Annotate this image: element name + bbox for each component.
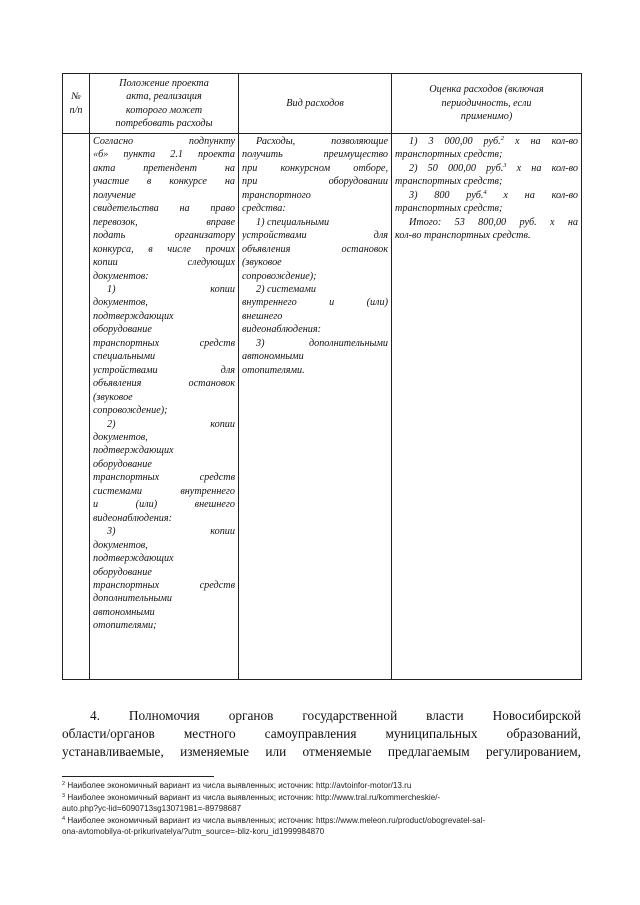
cell-text-line: сопровождение); <box>93 405 168 417</box>
footnote-marker: 2 <box>62 781 66 787</box>
header-provision <box>90 74 239 134</box>
footnote <box>62 826 602 838</box>
cell-text-line: устройствами для <box>93 364 235 376</box>
cell-text-line: внутреннего и (или) <box>242 297 388 309</box>
cell-text-line: 1) специальными <box>256 216 330 228</box>
footnote-text: ona-avtomobilya-ot-prikurivatelya/?utm_source=-bliz-koru_id1999984870 <box>62 827 325 837</box>
cell-text-line: 1) копии <box>107 283 235 295</box>
cell-text-line: при конкурсном отборе, <box>242 162 388 174</box>
estimate-item-1: 1) 3 000,00 руб.$^2$ х на кол-во <box>409 135 578 147</box>
cell-text-line: документов, <box>93 297 148 309</box>
estimate-total-cont: кол-во транспортных средств. <box>395 230 531 242</box>
cell-text-line: 2) копии <box>107 418 235 430</box>
cell-text-line: объявления остановок <box>93 378 235 390</box>
cell-text-line: оборудование <box>93 566 152 578</box>
cell-text-line: 3) копии <box>107 526 235 538</box>
cell-text-line: конкурса, в числе прочих <box>93 243 235 255</box>
footnote-text: Наиболее экономичный вариант из числа выявленных; источник: https://www.meleon.ru/product/obogrevatel-sal- <box>67 815 486 825</box>
cell-text-line: автономными <box>93 606 155 618</box>
cell-text-line: 3) дополнительными <box>256 337 388 349</box>
cell-text-line: документов, <box>93 539 148 551</box>
cell-text-line: перевозок, вправе <box>93 216 235 228</box>
cell-text-line: Расходы, позволяющие <box>256 136 388 147</box>
cell-text-line: документов: <box>93 270 149 282</box>
header-text: п/п <box>69 104 83 116</box>
footnote <box>62 803 602 815</box>
cell-text-line: свидетельства на право <box>93 203 235 215</box>
cell-text-line: транспортного <box>242 189 311 201</box>
section-4-paragraph <box>62 707 581 762</box>
header-text: которого может <box>125 104 203 116</box>
cell-text-line: и (или) внешнего <box>93 499 235 511</box>
paragraph-line: 4. Полномочия органов государственной власти Новосибирской <box>90 708 581 723</box>
footnote-marker: 3 <box>62 792 66 799</box>
cell-text-line: оборудование <box>93 458 152 470</box>
cell-text-line: подтверждающих <box>93 310 174 322</box>
cell-text-line: получение <box>93 189 136 201</box>
cell-text-line: (звуковое <box>242 257 282 269</box>
cell-text-line: акта претендент на <box>93 162 235 174</box>
cell-text-line: транспортных средств <box>93 337 235 349</box>
footnote <box>62 815 602 827</box>
cell-text-line: устройствами для <box>242 230 388 242</box>
cell-text-line: подтверждающих <box>93 445 174 457</box>
header-text: акта, реализация <box>126 91 202 103</box>
cell-text-line: сопровождение); <box>242 270 317 282</box>
estimate-item-2-cont: транспортных средств; <box>395 176 503 188</box>
footnote-text: Наиболее экономичный вариант из числа выявленных; источник: http://www.tral.ru/kommercheskie/- <box>67 792 441 802</box>
cell-text-line: документов, <box>93 431 148 443</box>
cell-text-line: видеонаблюдения: <box>242 324 321 336</box>
cell-text-line: транспортных средств <box>93 579 235 591</box>
cell-text-line: «б» пункта 2.1 проекта <box>93 149 235 161</box>
cell-number <box>63 134 90 680</box>
header-number <box>63 74 90 134</box>
header-text: применимо) <box>460 111 513 123</box>
header-text: периодичность, если <box>441 97 532 109</box>
footnotes <box>62 780 602 838</box>
cell-text-line: средства: <box>242 203 286 215</box>
estimate-item-3: 3) 800 руб.$^4$ х на кол-во <box>409 188 578 201</box>
cell-text-line: отопителями. <box>242 364 305 376</box>
estimate-total: Итого: 53 800,00 руб. х на <box>409 216 578 228</box>
footnote-marker: 4 <box>62 815 66 822</box>
expenses-table <box>62 73 582 680</box>
footnote-text: auto.php?yc-lid=6090713sg13071981=-89798687 <box>62 804 242 814</box>
cell-text-line: объявления остановок <box>242 243 388 255</box>
cell-text-line: внешнего <box>242 310 283 322</box>
cell-text-line: копии следующих <box>93 257 235 269</box>
cell-expense-type <box>239 134 392 680</box>
table-row <box>63 134 582 680</box>
cell-provision <box>90 134 239 680</box>
cell-text-line: Согласно подпункту <box>93 136 235 147</box>
cell-text-line: дополнительными <box>93 593 173 605</box>
paragraph-line: устанавливаемые, изменяемые или отменяемые предлагаемым регулированием, <box>62 744 581 760</box>
header-text: № <box>71 91 81 103</box>
header-text: потребовать расходы <box>115 117 213 129</box>
cell-text-line: 2) системами <box>256 283 316 295</box>
cell-text-line: видеонаблюдения: <box>93 512 172 524</box>
cell-text-line: автономными <box>242 351 304 363</box>
cell-text-line: системами внутреннего <box>93 485 235 497</box>
header-expense-estimate <box>392 74 582 134</box>
cell-text-line: отопителями; <box>93 620 157 632</box>
table-header-row <box>63 74 582 134</box>
cell-text-line: транспортных средств <box>93 472 235 484</box>
footnote <box>62 792 602 804</box>
cell-text-line: получить преимущество <box>242 149 388 161</box>
cell-text-line: специальными <box>93 351 156 363</box>
cell-text-line: при оборудовании <box>242 176 388 188</box>
estimate-item-1-cont: транспортных средств; <box>395 149 503 161</box>
header-text: Положение проекта <box>119 77 209 89</box>
footnote-divider <box>62 776 214 777</box>
paragraph-line: области/органов местного самоуправления муниципальных образований, <box>62 726 581 742</box>
cell-text-line: (звуковое <box>93 391 133 403</box>
cell-expense-estimate <box>392 134 582 680</box>
header-text: Вид расходов <box>286 97 344 109</box>
cell-text-line: подать организатору <box>93 230 235 242</box>
header-text: Оценка расходов (включая <box>429 84 544 96</box>
estimate-item-2: 2) 50 000,00 руб.$^3$ х на кол-во <box>409 161 578 174</box>
cell-text-line: подтверждающих <box>93 553 174 565</box>
cell-text-line: оборудование <box>93 324 152 336</box>
footnote-text: Наиболее экономичный вариант из числа выявленных; источник: http://avtoinfor-motor/13.ru <box>67 781 412 790</box>
estimate-item-3-cont: транспортных средств; <box>395 203 503 215</box>
footnote <box>62 780 602 792</box>
cell-text-line: участие в конкурсе на <box>93 176 235 188</box>
header-expense-type <box>239 74 392 134</box>
